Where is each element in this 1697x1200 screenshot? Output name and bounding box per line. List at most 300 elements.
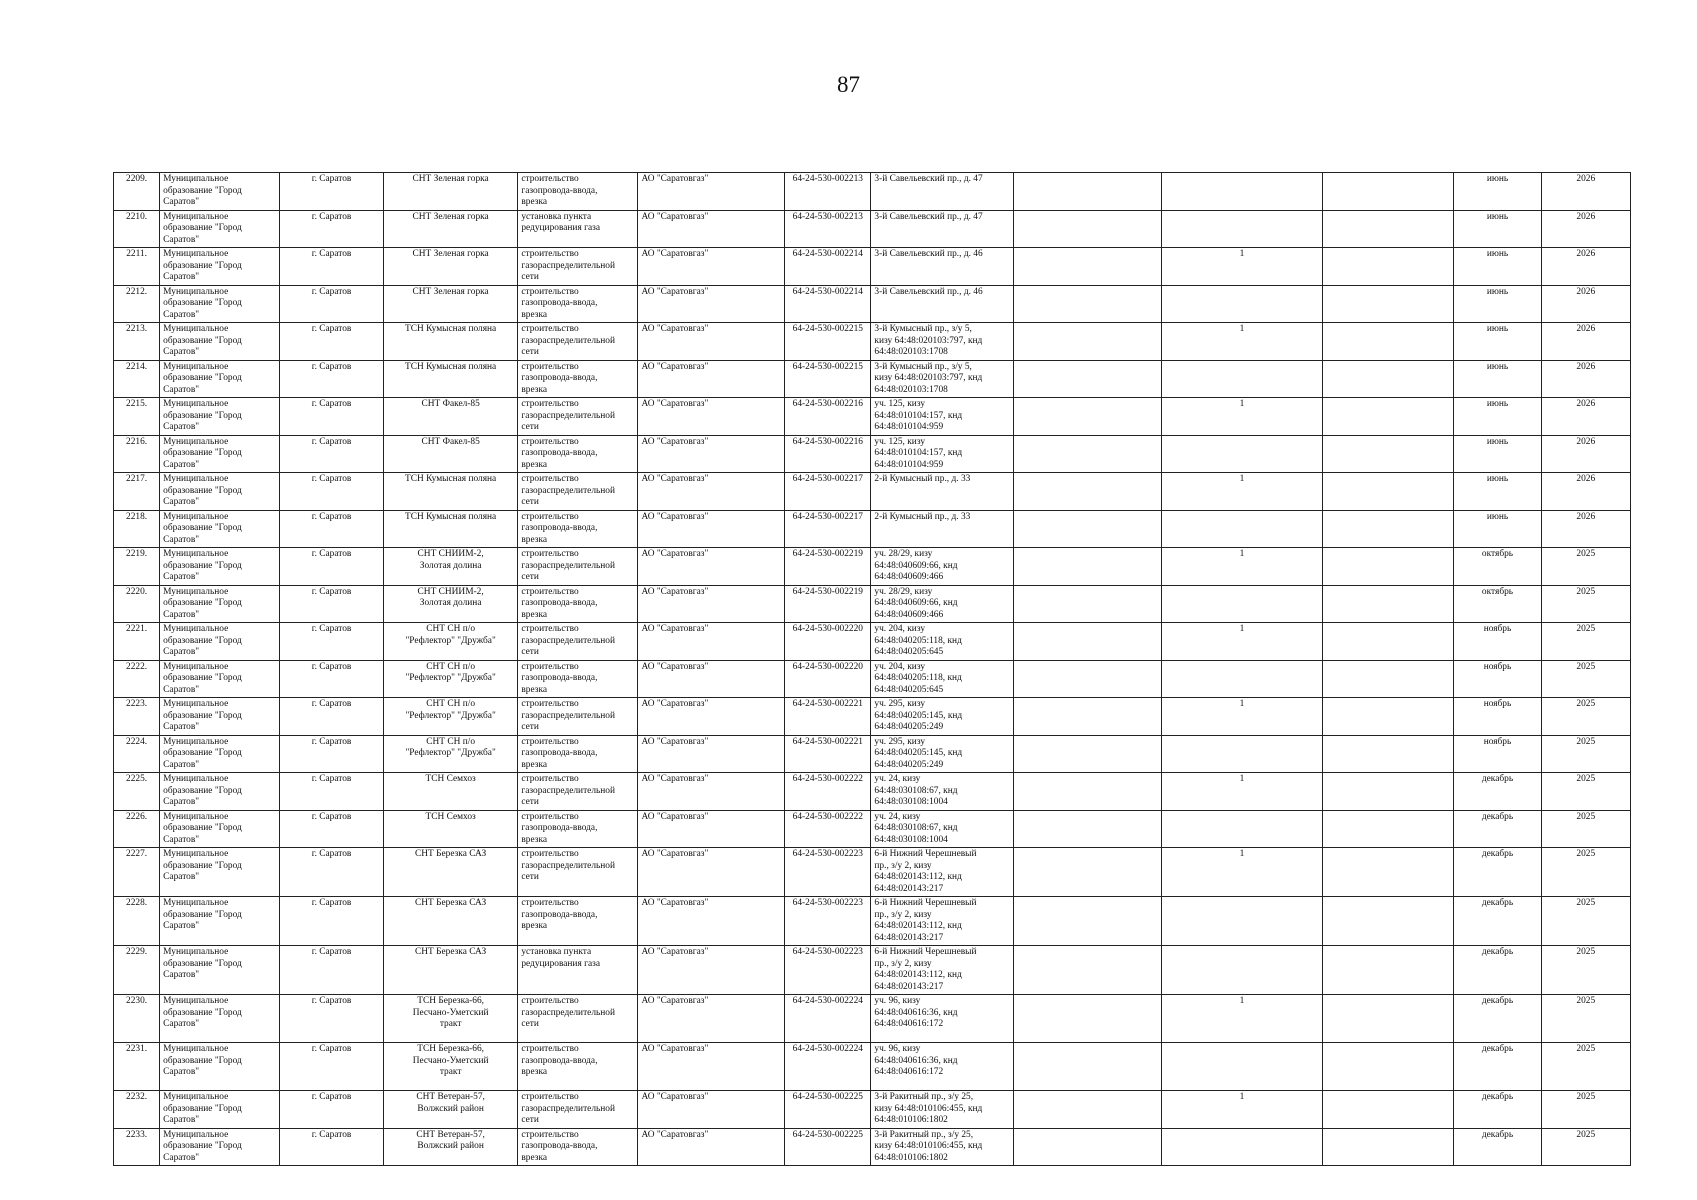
city-line: г. Саратов xyxy=(311,699,352,709)
municipality-line: Саратов" xyxy=(163,722,200,732)
registry-code xyxy=(785,248,871,286)
city xyxy=(280,510,384,548)
address-line: 3-й Ракитный пр., з/у 25, xyxy=(874,1129,974,1140)
address-line: 3-й Савельевский пр., д. 47 xyxy=(874,211,983,222)
table-row xyxy=(114,946,1631,995)
row-number xyxy=(114,323,160,361)
address xyxy=(871,660,1014,698)
operator-line: АО "Саратовгаз" xyxy=(641,474,709,484)
operator xyxy=(638,623,785,661)
work-type xyxy=(518,398,638,436)
address-line: 64:48:040609:66, кнд xyxy=(874,598,958,608)
empty-cell xyxy=(1323,435,1454,473)
operator-line: АО "Саратовгаз" xyxy=(641,1129,709,1140)
empty-cell xyxy=(1323,1091,1454,1129)
address-line: 64:48:020143:217 xyxy=(874,981,944,992)
registry-code-line: 64-24-530-002221 xyxy=(792,736,863,747)
organization-line: ТСН Семхоз xyxy=(425,774,476,784)
address-line: 64:48:040205:645 xyxy=(874,684,944,695)
work-type xyxy=(518,285,638,323)
work-type-line: строительство xyxy=(521,699,579,709)
month xyxy=(1454,698,1541,736)
row-number-line: 2214. xyxy=(126,361,148,372)
registry-code-line: 64-24-530-002216 xyxy=(792,436,863,447)
municipality xyxy=(160,623,280,661)
operator xyxy=(638,946,785,995)
city xyxy=(280,735,384,773)
municipality-line: образование "Город xyxy=(163,598,242,608)
municipality-line: Саратов" xyxy=(163,609,200,620)
registry-code-line: 64-24-530-002223 xyxy=(792,947,863,957)
municipality-line: образование "Город xyxy=(163,485,242,496)
city-line: г. Саратов xyxy=(311,947,352,957)
municipality-line: Муниципальное xyxy=(163,624,229,634)
quantity xyxy=(1161,510,1322,548)
row-number-line: 2232. xyxy=(126,1092,148,1102)
empty-cell xyxy=(1323,1128,1454,1166)
municipality xyxy=(160,173,280,211)
registry-code-line: 64-24-530-002213 xyxy=(792,211,863,222)
quantity xyxy=(1161,735,1322,773)
organization-line: СНТ Зеленая горка xyxy=(412,174,489,184)
empty-cell xyxy=(1014,660,1162,698)
month-line: декабрь xyxy=(1481,947,1514,957)
year-line: 2025 xyxy=(1576,736,1596,747)
quantity xyxy=(1161,897,1322,946)
address xyxy=(871,773,1014,811)
work-type-line: строительство xyxy=(521,324,579,334)
row-number-line: 2231. xyxy=(126,1044,148,1054)
registry-code xyxy=(785,360,871,398)
year xyxy=(1541,1091,1630,1129)
address xyxy=(871,848,1014,897)
municipality-line: Муниципальное xyxy=(163,898,229,908)
work-type xyxy=(518,735,638,773)
organization-line: Песчано-Уметский xyxy=(412,1007,489,1018)
work-type-line: сети xyxy=(521,1019,539,1029)
work-type-line: редуцирования газа xyxy=(521,958,600,969)
work-type-line: врезка xyxy=(521,197,548,207)
municipality-line: образование "Город xyxy=(163,335,242,346)
empty-cell xyxy=(1014,285,1162,323)
operator xyxy=(638,435,785,473)
work-type-line: строительство xyxy=(521,736,579,747)
work-type-line: врезка xyxy=(521,759,548,770)
year-line: 2026 xyxy=(1576,361,1596,372)
work-type-line: сети xyxy=(521,272,539,282)
city-line: г. Саратов xyxy=(311,811,352,822)
row-number-line: 2212. xyxy=(126,286,148,297)
address xyxy=(871,698,1014,736)
work-type-line: строительство xyxy=(521,399,579,409)
registry-code-line: 64-24-530-002217 xyxy=(792,511,863,522)
municipality-line: Саратов" xyxy=(163,970,200,980)
organization xyxy=(383,660,517,698)
city xyxy=(280,946,384,995)
row-number-line: 2220. xyxy=(126,586,148,597)
work-type-line: строительство xyxy=(521,586,579,597)
work-type xyxy=(518,995,638,1043)
row-number xyxy=(114,735,160,773)
address-line: 64:48:040616:172 xyxy=(874,1067,944,1077)
empty-cell xyxy=(1323,173,1454,211)
month xyxy=(1454,773,1541,811)
address-line: 64:48:040205:118, кнд xyxy=(874,673,962,683)
quantity xyxy=(1161,585,1322,623)
municipality-line: Муниципальное xyxy=(163,174,229,184)
organization xyxy=(383,1043,517,1091)
address-line: 64:48:040609:466 xyxy=(874,609,944,620)
year xyxy=(1541,848,1630,897)
quantity-line: 1 xyxy=(1239,996,1245,1006)
city-line: г. Саратов xyxy=(311,436,352,447)
address-line: 6-й Нижний Черешневый xyxy=(874,849,977,859)
month-line: октябрь xyxy=(1481,586,1514,597)
row-number-line: 2225. xyxy=(126,774,148,784)
work-type xyxy=(518,1091,638,1129)
quantity-line: 1 xyxy=(1239,774,1245,784)
address-line: 64:48:020143:217 xyxy=(874,883,944,894)
work-type-line: врезка xyxy=(521,921,548,931)
month-line: ноябрь xyxy=(1483,624,1512,634)
municipality-line: Саратов" xyxy=(163,572,200,582)
work-type xyxy=(518,773,638,811)
quantity xyxy=(1161,285,1322,323)
city-line: г. Саратов xyxy=(311,286,352,297)
city-line: г. Саратов xyxy=(311,474,352,484)
organization-line: СНТ СНИИМ-2, xyxy=(417,586,484,597)
operator xyxy=(638,585,785,623)
registry-code-line: 64-24-530-002225 xyxy=(792,1129,863,1140)
operator xyxy=(638,360,785,398)
municipality xyxy=(160,995,280,1043)
municipality-line: образование "Город xyxy=(163,1055,242,1066)
work-type-line: строительство xyxy=(521,549,579,559)
work-type xyxy=(518,210,638,248)
table-row xyxy=(114,285,1631,323)
address-line: пр., з/у 2, кизу xyxy=(874,909,932,920)
quantity-line: 1 xyxy=(1239,849,1245,859)
table-row xyxy=(114,173,1631,211)
address xyxy=(871,398,1014,436)
municipality-line: образование "Город xyxy=(163,909,242,920)
municipality-line: Саратов" xyxy=(163,759,200,770)
quantity xyxy=(1161,698,1322,736)
address-line: 64:48:020143:112, кнд xyxy=(874,921,962,931)
month-line: октябрь xyxy=(1481,549,1514,559)
row-number-line: 2227. xyxy=(126,849,148,859)
municipality-line: образование "Город xyxy=(163,523,242,533)
address-line: 64:48:040616:36, кнд xyxy=(874,1055,958,1066)
year xyxy=(1541,946,1630,995)
quantity xyxy=(1161,623,1322,661)
registry-code-line: 64-24-530-002220 xyxy=(792,624,863,634)
address-line: 3-й Кумысный пр., з/у 5, xyxy=(874,324,972,334)
organization xyxy=(383,946,517,995)
address xyxy=(871,585,1014,623)
table-row xyxy=(114,548,1631,586)
work-type-line: газораспределительной xyxy=(521,410,616,421)
address-line: 64:48:030108:67, кнд xyxy=(874,823,958,833)
table-row xyxy=(114,473,1631,511)
organization-line: тракт xyxy=(439,1019,462,1029)
operator-line: АО "Саратовгаз" xyxy=(641,1092,709,1102)
month xyxy=(1454,1091,1541,1129)
operator-line: АО "Саратовгаз" xyxy=(641,811,709,822)
month-line: ноябрь xyxy=(1483,699,1512,709)
month-line: июнь xyxy=(1486,211,1509,222)
registry-code xyxy=(785,285,871,323)
quantity-line: 1 xyxy=(1239,549,1245,559)
month xyxy=(1454,1043,1541,1091)
operator-line: АО "Саратовгаз" xyxy=(641,1044,709,1054)
organization-line: тракт xyxy=(439,1067,462,1077)
city-line: г. Саратов xyxy=(311,324,352,334)
table-row xyxy=(114,1043,1631,1091)
municipality-line: Муниципальное xyxy=(163,736,229,747)
organization xyxy=(383,173,517,211)
work-type xyxy=(518,548,638,586)
work-type-line: газораспределительной xyxy=(521,260,616,271)
row-number-line: 2222. xyxy=(126,661,148,672)
municipality xyxy=(160,210,280,248)
organization-line: ТСН Семхоз xyxy=(425,811,476,822)
operator-line: АО "Саратовгаз" xyxy=(641,511,709,522)
row-number xyxy=(114,1043,160,1091)
operator-line: АО "Саратовгаз" xyxy=(641,399,709,409)
year-line: 2026 xyxy=(1576,211,1596,222)
organization xyxy=(383,698,517,736)
address xyxy=(871,210,1014,248)
municipality-line: Муниципальное xyxy=(163,586,229,597)
address-line: уч. 295, кизу xyxy=(874,699,926,709)
municipality-line: Муниципальное xyxy=(163,1129,229,1140)
organization-line: СНТ СН п/о xyxy=(426,661,476,672)
work-type-line: строительство xyxy=(521,1092,579,1102)
address-line: 6-й Нижний Черешневый xyxy=(874,947,977,957)
row-number xyxy=(114,398,160,436)
month xyxy=(1454,810,1541,848)
empty-cell xyxy=(1014,1043,1162,1091)
registry-code xyxy=(785,698,871,736)
work-type-line: сети xyxy=(521,497,539,507)
organization-line: Волжский район xyxy=(417,1141,484,1151)
city xyxy=(280,995,384,1043)
row-number xyxy=(114,810,160,848)
row-number xyxy=(114,173,160,211)
municipality-line: образование "Город xyxy=(163,185,242,196)
year-line: 2025 xyxy=(1576,624,1596,634)
work-type xyxy=(518,1043,638,1091)
row-number-line: 2215. xyxy=(126,399,148,409)
municipality-line: Муниципальное xyxy=(163,1044,229,1054)
municipality-line: Муниципальное xyxy=(163,996,229,1006)
operator-line: АО "Саратовгаз" xyxy=(641,774,709,784)
operator-line: АО "Саратовгаз" xyxy=(641,996,709,1006)
year xyxy=(1541,995,1630,1043)
row-number xyxy=(114,946,160,995)
municipality-line: образование "Город xyxy=(163,260,242,271)
row-number xyxy=(114,473,160,511)
year xyxy=(1541,660,1630,698)
row-number xyxy=(114,548,160,586)
registry-code xyxy=(785,210,871,248)
work-type xyxy=(518,897,638,946)
city xyxy=(280,398,384,436)
year xyxy=(1541,897,1630,946)
registry-code xyxy=(785,435,871,473)
address xyxy=(871,510,1014,548)
table-row xyxy=(114,585,1631,623)
month-line: июнь xyxy=(1486,249,1509,259)
registry-code xyxy=(785,660,871,698)
address xyxy=(871,810,1014,848)
year-line: 2025 xyxy=(1576,849,1596,859)
row-number-line: 2216. xyxy=(126,436,148,447)
operator-line: АО "Саратовгаз" xyxy=(641,211,709,222)
municipality-line: Муниципальное xyxy=(163,661,229,672)
work-type-line: врезка xyxy=(521,534,548,545)
municipality xyxy=(160,473,280,511)
work-type xyxy=(518,173,638,211)
registry-table xyxy=(113,172,1631,1166)
empty-cell xyxy=(1323,660,1454,698)
year xyxy=(1541,623,1630,661)
empty-cell xyxy=(1323,210,1454,248)
municipality-line: Саратов" xyxy=(163,834,200,845)
operator-line: АО "Саратовгаз" xyxy=(641,849,709,859)
registry-code xyxy=(785,398,871,436)
month-line: декабрь xyxy=(1481,774,1514,784)
municipality-line: образование "Город xyxy=(163,958,242,969)
empty-cell xyxy=(1323,623,1454,661)
empty-cell xyxy=(1323,323,1454,361)
address-line: уч. 28/29, кизу xyxy=(874,586,933,597)
work-type-line: врезка xyxy=(521,1152,548,1163)
row-number xyxy=(114,435,160,473)
work-type-line: врезка xyxy=(521,459,548,470)
organization-line: СНТ Зеленая горка xyxy=(412,286,489,297)
organization xyxy=(383,897,517,946)
city xyxy=(280,210,384,248)
work-type-line: строительство xyxy=(521,661,579,672)
registry-code-line: 64-24-530-002219 xyxy=(792,586,863,597)
empty-cell xyxy=(1014,946,1162,995)
work-type-line: врезка xyxy=(521,834,548,845)
row-number xyxy=(114,585,160,623)
registry-code xyxy=(785,473,871,511)
page-number: 87 xyxy=(837,72,860,97)
municipality-line: образование "Город xyxy=(163,298,242,308)
municipality-line: Муниципальное xyxy=(163,811,229,822)
municipality-line: Саратов" xyxy=(163,459,200,470)
empty-cell xyxy=(1014,210,1162,248)
municipality-line: Муниципальное xyxy=(163,849,229,859)
organization-line: ТСН Березка-66, xyxy=(417,996,484,1006)
year xyxy=(1541,698,1630,736)
quantity-line: 1 xyxy=(1239,249,1245,259)
work-type xyxy=(518,585,638,623)
row-number xyxy=(114,698,160,736)
municipality-line: Муниципальное xyxy=(163,774,229,784)
organization-line: "Рефлектор" "Дружба" xyxy=(405,673,496,683)
work-type-line: строительство xyxy=(521,898,579,908)
work-type-line: газораспределительной xyxy=(521,335,616,346)
registry-code-line: 64-24-530-002215 xyxy=(792,361,863,372)
quantity-line: 1 xyxy=(1239,324,1245,334)
organization xyxy=(383,848,517,897)
empty-cell xyxy=(1014,510,1162,548)
municipality xyxy=(160,435,280,473)
work-type xyxy=(518,946,638,995)
registry-code xyxy=(785,810,871,848)
municipality-line: Саратов" xyxy=(163,197,200,207)
address-line: 64:48:010106:1802 xyxy=(874,1152,948,1163)
address-line: уч. 24, кизу xyxy=(874,811,921,822)
municipality xyxy=(160,510,280,548)
city xyxy=(280,773,384,811)
year-line: 2026 xyxy=(1576,174,1596,184)
city xyxy=(280,435,384,473)
municipality-line: образование "Город xyxy=(163,410,242,421)
registry-code xyxy=(785,773,871,811)
row-number-line: 2233. xyxy=(126,1129,148,1140)
address xyxy=(871,1043,1014,1091)
empty-cell xyxy=(1014,735,1162,773)
empty-cell xyxy=(1323,285,1454,323)
table-row xyxy=(114,773,1631,811)
work-type-line: строительство xyxy=(521,436,579,447)
organization xyxy=(383,360,517,398)
address-line: 64:48:010104:157, кнд xyxy=(874,448,963,458)
municipality-line: Муниципальное xyxy=(163,549,229,559)
empty-cell xyxy=(1014,173,1162,211)
address-line: уч. 204, кизу xyxy=(874,624,926,634)
address-line: 64:48:040205:145, кнд xyxy=(874,748,963,758)
year xyxy=(1541,773,1630,811)
address-line: 64:48:020143:112, кнд xyxy=(874,872,962,882)
address xyxy=(871,946,1014,995)
address-line: уч. 204, кизу xyxy=(874,661,926,672)
municipality-line: Саратов" xyxy=(163,384,200,395)
quantity xyxy=(1161,848,1322,897)
organization-line: СНТ СН п/о xyxy=(426,736,476,747)
operator xyxy=(638,848,785,897)
work-type xyxy=(518,510,638,548)
work-type-line: сети xyxy=(521,422,539,432)
municipality-line: образование "Город xyxy=(163,1103,242,1114)
municipality-line: Саратов" xyxy=(163,921,200,931)
operator xyxy=(638,660,785,698)
year-line: 2025 xyxy=(1576,1129,1596,1140)
work-type xyxy=(518,698,638,736)
work-type-line: врезка xyxy=(521,309,548,320)
work-type xyxy=(518,1128,638,1166)
quantity xyxy=(1161,173,1322,211)
city xyxy=(280,173,384,211)
month-line: июнь xyxy=(1486,436,1509,447)
address-line: 6-й Нижний Черешневый xyxy=(874,898,977,908)
municipality-line: Муниципальное xyxy=(163,324,229,334)
work-type-line: газопровода-ввода, xyxy=(521,185,598,196)
month xyxy=(1454,173,1541,211)
work-type-line: строительство xyxy=(521,249,579,259)
row-number-line: 2217. xyxy=(126,474,148,484)
address xyxy=(871,995,1014,1043)
municipality-line: Муниципальное xyxy=(163,947,229,957)
table-row xyxy=(114,323,1631,361)
quantity xyxy=(1161,360,1322,398)
